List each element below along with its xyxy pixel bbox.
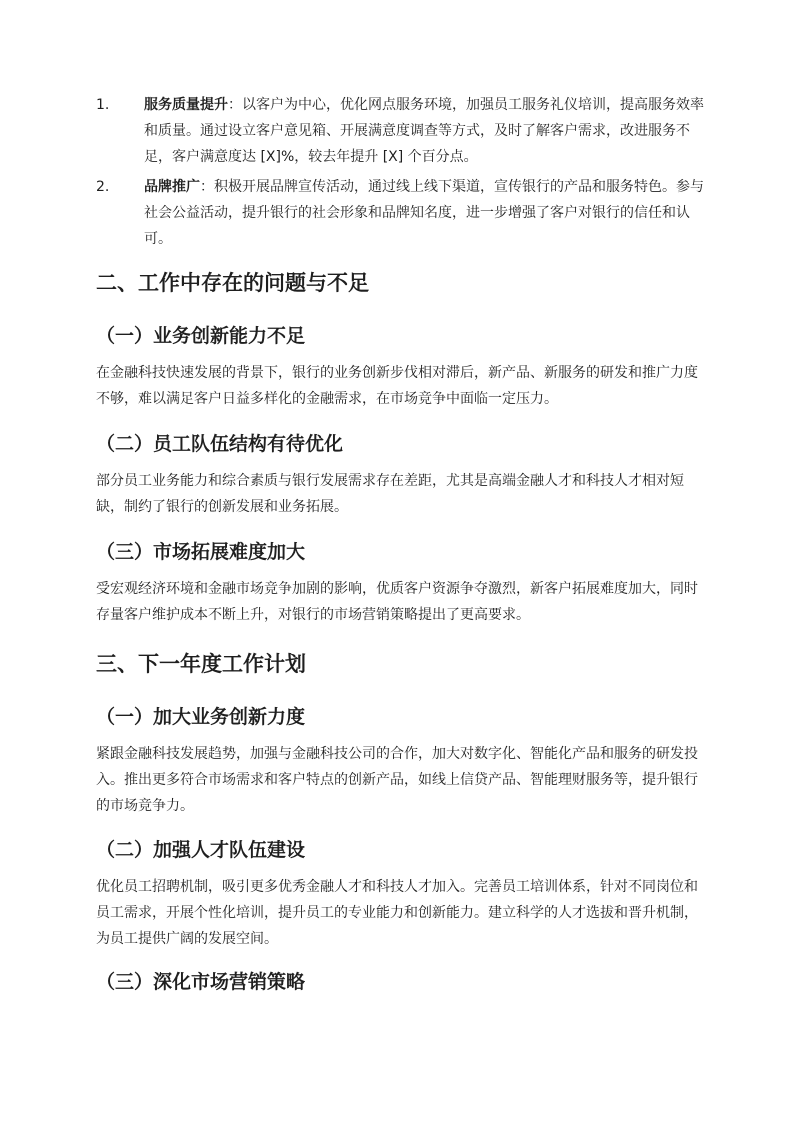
section-3-heading: 三、下一年度工作计划 [96,652,306,676]
list-item-separator: ： [228,97,242,113]
section-2-3-heading: （三）市场拓展难度加大 [96,541,306,563]
list-item-text: 以客户为中心，优化网点服务环境，加强员工服务礼仪培训，提高服务效率和质量。通过设立客户意见箱、开展满意度调查等方式，及时了解客户需求，改进服务不足，客户满意度达 [X]%，较去年提升 [X] 个百分点。 [144,97,704,165]
list-item-service-quality [96,92,716,170]
list-item-brand-promotion [96,174,716,252]
section-3-2-paragraph: 优化员工招聘机制，吸引更多优秀金融人才和科技人才加入。完善员工培训体系，针对不同岗位和员工需求，开展个性化培训，提升员工的专业能力和创新能力。建立科学的人才选拔和晋升机制，为员工提供广阔的发展空间。 [96,879,698,947]
list-item-body [144,174,716,252]
section-3-2-heading: （二）加强人才队伍建设 [96,839,306,861]
section-3-3-heading: （三）深化市场营销策略 [96,971,306,993]
section-3-1-paragraph: 紧跟金融科技发展趋势，加强与金融科技公司的合作，加大对数字化、智能化产品和服务的研发投入。推出更多符合市场需求和客户特点的创新产品，如线上信贷产品、智能理财服务等，提升银行的市场竞争力。 [96,746,698,814]
list-item-separator: ： [200,179,214,195]
list-item-term: 品牌推广 [144,179,200,195]
section-2-1-paragraph: 在金融科技快速发展的背景下，银行的业务创新步伐相对滞后，新产品、新服务的研发和推广力度不够，难以满足客户日益多样化的金融需求，在市场竞争中面临一定压力。 [96,365,698,407]
list-item-body [144,92,716,170]
section-2-heading: 二、工作中存在的问题与不足 [96,271,369,295]
section-3-1-heading: （一）加大业务创新力度 [96,706,306,728]
list-number: 2. [96,179,110,195]
list-item-term: 服务质量提升 [144,97,228,113]
section-2-3-paragraph: 受宏观经济环境和金融市场竞争加剧的影响，优质客户资源争夺激烈，新客户拓展难度加大，同时存量客户维护成本不断上升，对银行的市场营销策略提出了更高要求。 [96,581,698,623]
list-number: 1. [96,97,110,113]
list-item-text: 积极开展品牌宣传活动，通过线上线下渠道，宣传银行的产品和服务特色。参与社会公益活动，提升银行的社会形象和品牌知名度，进一步增强了客户对银行的信任和认可。 [144,179,704,247]
section-2-1-heading: （一）业务创新能力不足 [96,325,306,347]
section-2-2-paragraph: 部分员工业务能力和综合素质与银行发展需求存在差距，尤其是高端金融人才和科技人才相对短缺，制约了银行的创新发展和业务拓展。 [96,473,684,515]
section-2-2-heading: （二）员工队伍结构有待优化 [96,433,344,455]
